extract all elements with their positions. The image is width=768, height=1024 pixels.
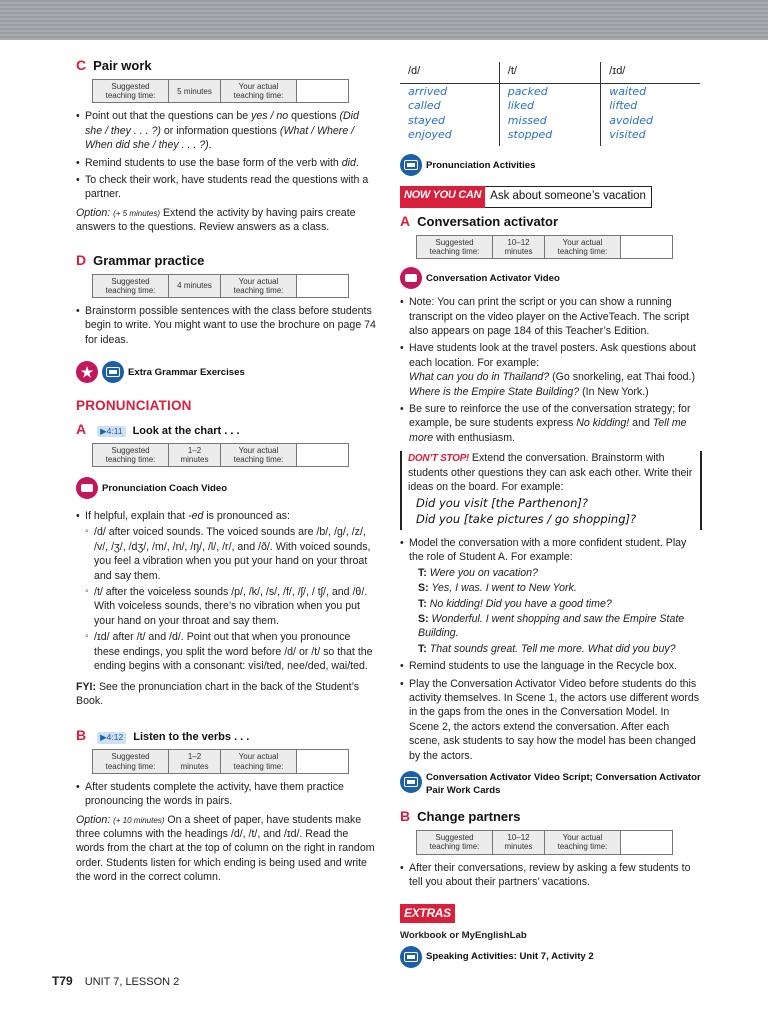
bullet-list [76, 304, 376, 347]
chart-word: missed [507, 113, 547, 127]
speaker: T: [418, 566, 427, 579]
option-text: On a sheet of paper, have students make three columns with the headings /d/, /t/, and /ɪd/. Read the words from the chart at the top of column on the right in random order. Students listen for which ending is being used and write the word in the correct column. [76, 813, 375, 884]
chart-word: stayed [408, 113, 446, 127]
line-text: No kidding! Did you have a good time? [429, 597, 612, 610]
list-item [400, 341, 702, 399]
suggested-label: Suggested teaching time: [93, 80, 169, 103]
list-item: • Point out that the questions can be yes / no questions (Did she / they . . . ?) or information questions (What / Where / When did she / they . . . ?). [76, 109, 376, 152]
dont-stop-text: Extend the conversation. Brainstorm with students other questions they can ask each other. Write their ideas on the board. For example: [408, 452, 693, 494]
right-column [400, 56, 702, 974]
dialog-line [418, 612, 702, 641]
chart-word: called [408, 99, 441, 113]
pronunciation-heading: PRONUNCIATION [76, 398, 192, 414]
suggested-label: Suggested teaching time: [93, 274, 169, 297]
now-you-can-banner [400, 186, 702, 208]
actual-time-field[interactable] [621, 235, 673, 258]
section-title: Pair work [93, 58, 152, 73]
suggested-minutes: 5 minutes [169, 80, 221, 103]
section-d-header [76, 251, 376, 270]
section-title: Conversation activator [417, 213, 558, 229]
workbook-label[interactable]: Workbook or MyEnglishLab [400, 929, 527, 941]
suggested-minutes: 10–12 minutes [493, 831, 545, 854]
speaker: T: [418, 642, 427, 655]
actual-label: Your actual teaching time: [221, 443, 297, 466]
resource-label: Pronunciation Activities [426, 159, 536, 171]
audio-track-badge[interactable]: ▶4:11 [97, 426, 125, 438]
example-answer: (In New York.) [582, 385, 649, 398]
handwritten-example: Did you [take pictures / go shopping]? [416, 512, 637, 527]
timing-table [92, 443, 349, 467]
chart-word: waited [609, 84, 647, 98]
chart-word: stopped [507, 127, 553, 141]
resource-label: Extra Grammar Exercises [128, 366, 245, 378]
bullet-list [76, 509, 376, 673]
line-text: Were you on vacation? [429, 566, 538, 579]
section-letter: D [76, 251, 87, 268]
model-text: Model the conversation with a more confident student. Play the role of Student A. For example: [409, 536, 687, 564]
model-dialog [418, 566, 702, 656]
line-text: That sounds great. Tell me more. What did you buy? [429, 642, 676, 655]
suggested-minutes: 4 minutes [169, 274, 221, 297]
option-note [76, 813, 376, 885]
disc-icon [102, 361, 124, 383]
section-b-header [76, 726, 376, 745]
resource-label: Pronunciation Coach Video [102, 482, 228, 494]
resource-label: Conversation Activator Video Script; Conversation Activator Pair Work Cards [426, 772, 701, 797]
actual-label: Your actual teaching time: [221, 80, 297, 103]
list-item: • Play the Conversation Activator Video before students do this activity themselves. In Scene 1, the actors use different words in the gaps from the ones in the Conversation Model. In Scene 2, the actors extend the conversation. After each scene, ask students to say how the model has been changed by the actors. [400, 677, 702, 763]
option-label: Option: [76, 206, 111, 219]
section-letter: B [400, 808, 411, 825]
section-c-header [76, 56, 376, 75]
video-icon [76, 477, 98, 499]
timing-table [92, 79, 349, 103]
list-item: • Note: You can print the script or you can show a running transcript on the video player on the ActiveTeach. The script also appears on page 184 of this Teacher’s Edition. [400, 295, 702, 338]
list-item [400, 536, 702, 656]
list-item: • Remind students to use the language in the Recycle box. [400, 659, 702, 673]
actual-time-field[interactable] [297, 750, 349, 773]
section-title: Listen to the verbs . . . [133, 731, 250, 744]
dialog-line [418, 566, 702, 580]
resource-label: Conversation Activator Video [426, 272, 560, 284]
extras-tag: EXTRAS [400, 904, 455, 922]
section-title: Grammar practice [93, 252, 205, 268]
example-question: What can you do in Thailand? [409, 371, 550, 384]
chart-header: /d/ [400, 62, 499, 83]
actual-label: Your actual teaching time: [221, 274, 297, 297]
section-title: Change partners [417, 809, 521, 825]
suggested-label: Suggested teaching time: [93, 443, 169, 466]
dialog-line [418, 642, 702, 656]
actual-label: Your actual teaching time: [221, 750, 297, 773]
fyi-text: See the pronunciation chart in the back of the Student’s Book. [76, 680, 360, 707]
line-text: Yes, I was. I went to New York. [431, 582, 577, 595]
bullet-list [400, 295, 702, 445]
option-label: Option: [76, 813, 111, 826]
example-answer: (Go snorkeling, eat Thai food.) [552, 371, 696, 384]
chart-word: packed [507, 84, 548, 98]
chart-word: visited [609, 127, 646, 141]
chart-column-t [499, 83, 600, 146]
unit-label: UNIT 7, LESSON 2 [84, 976, 180, 988]
section-letter: C [76, 57, 87, 73]
section-title: Look at the chart . . . [132, 424, 240, 437]
resource-link-activator-video[interactable] [400, 267, 702, 289]
posters-text: Have students look at the travel posters. Ask questions about each location. For example: [409, 342, 696, 369]
list-item: • Remind students to use the base form of the verb with did. [76, 156, 376, 170]
list-item: • After their conversations, review by asking a few students to tell you about their partners’ vacations. [400, 861, 702, 890]
page-footer [52, 973, 179, 990]
list-item: • To check their work, have students read the questions with a partner. [76, 173, 376, 202]
list-item: • Be sure to reinforce the use of the conversation strategy; for example, be sure students express No kidding! and Tell me more with enthusiasm. [400, 402, 702, 445]
chart-word: liked [507, 99, 535, 113]
dialog-line [418, 581, 702, 595]
section-a-header [400, 212, 702, 231]
page-number: T79 [52, 974, 73, 988]
chart-header: /ɪd/ [601, 62, 700, 83]
sub-item: ◦ /ɪd/ after /t/ and /d/. Point out that when you pronounce these endings, you split the word before /d/ or /t/ so that the ending begins with a consonant: visi/ted, nee/ded, wai/ted. [85, 630, 376, 673]
speaker: S: [418, 582, 429, 595]
now-you-can-title: Ask about someone’s vacation [485, 186, 652, 208]
fyi-label: FYI: [76, 680, 97, 693]
list-item: • After students complete the activity, have them practice pronouncing the words in pairs. [76, 780, 376, 809]
chart-column-id [601, 83, 700, 146]
actual-time-field[interactable] [297, 443, 349, 466]
actual-label: Your actual teaching time: [545, 831, 621, 854]
bullet-list [400, 536, 702, 763]
line-text: Wonderful. I went shopping and saw the Empire State Building. [418, 613, 685, 640]
suggested-minutes: 1–2 minutes [169, 750, 221, 773]
actual-time-field[interactable] [297, 274, 349, 297]
chart-word: avoided [609, 113, 653, 127]
section-a-header [76, 420, 376, 439]
chart-column-d [400, 83, 499, 146]
actual-time-field[interactable] [621, 831, 673, 854]
resource-label: Speaking Activities: Unit 7, Activity 2 [426, 951, 594, 963]
timing-table [92, 274, 349, 298]
suggested-label: Suggested teaching time: [417, 831, 493, 854]
sub-item: ◦ /t/ after the voiceless sounds /p/, /k/, /s/, /f/, /ʃ/, / tʃ/, and /θ/. With voiceless sounds, there’s no vibration when you put your hand on your throat and say them. [85, 585, 376, 628]
suggested-label: Suggested teaching time: [417, 235, 493, 258]
left-column [76, 52, 376, 885]
sub-list [85, 525, 376, 673]
chart-word: arrived [408, 84, 448, 98]
dont-stop-tag: DON’T STOP! [408, 453, 469, 465]
video-icon [400, 267, 422, 289]
actual-time-field[interactable] [297, 80, 349, 103]
resource-link-pron-activities[interactable] [400, 154, 702, 176]
actual-label: Your actual teaching time: [545, 235, 621, 258]
chart-header: /t/ [499, 62, 600, 83]
suggested-minutes: 10–12 minutes [493, 235, 545, 258]
section-letter: A [400, 212, 411, 229]
option-minutes: (+ 5 minutes) [113, 208, 161, 218]
handwritten-example: Did you visit [the Parthenon]? [416, 495, 588, 510]
list-item: • If helpful, explain that -ed is pronounced as: ◦ /d/ after voiced sounds. The voiced sounds are /b/, /g/, /z/, /v/, /ʒ/, /dʒ/, /m/, /n/, /ŋ/, /l/, /r/, and /ð/. With voiced sounds, you feel a vibration when you put your hand on your throat and say them. ◦ /t/ after the voiceless sounds /p/, /k/, /s/, /f/, /ʃ/, / tʃ/, and /θ/. With voiceless sounds, there’s no vibration when you put your hand on your throat and say them. ◦ /ɪd/ after /t/ and /d/. Point out that when you pronounce these endings, you split the word before /d/ or /t/ so that the ending begins with a consonant: visi/ted, nee/ded, wai/ted. [76, 509, 376, 673]
bullet-list [400, 861, 702, 890]
disc-icon [400, 946, 422, 968]
bullet-list [76, 780, 376, 809]
dont-stop-box [400, 451, 702, 530]
speaker: T: [418, 597, 427, 610]
option-minutes: (+ 10 minutes) [113, 815, 165, 825]
timing-table [416, 830, 673, 854]
example-question: Where is the Empire State Building? [409, 385, 580, 398]
star-icon: ★ [76, 361, 98, 383]
timing-table [92, 749, 349, 773]
option-note [76, 206, 376, 235]
disc-icon [400, 771, 422, 793]
chart-word: lifted [609, 99, 638, 113]
disc-icon [400, 154, 422, 176]
resource-link-grammar[interactable] [76, 361, 376, 383]
option-text: Extend the activity by having pairs create answers to the questions. Review answers as a class. [76, 206, 356, 234]
section-letter: B [76, 727, 87, 744]
timing-table [416, 235, 673, 259]
section-b-header [400, 807, 702, 826]
now-you-can-tag: NOW YOU CAN [400, 186, 485, 208]
audio-track-badge[interactable]: ▶4:12 [97, 732, 126, 744]
resource-link-speaking[interactable] [400, 946, 702, 968]
list-item: • Brainstorm possible sentences with the class before students begin to write. You might want to use the brochure on page 74 for ideas. [76, 304, 376, 347]
suggested-minutes: 1–2 minutes [169, 443, 221, 466]
pronunciation-chart [400, 62, 700, 146]
top-banner [0, 0, 768, 40]
resource-link-pron-video[interactable] [76, 477, 376, 499]
fyi-note [76, 680, 376, 709]
sub-item: ◦ /d/ after voiced sounds. The voiced sounds are /b/, /g/, /z/, /v/, /ʒ/, /dʒ/, /m/, /n/, /ŋ/, /l/, /r/, and /ð/. With voiced sounds, you feel a vibration when you put your hand on your throat and say them. [85, 525, 376, 583]
bullet-list [76, 109, 376, 201]
speaker: S: [418, 613, 429, 626]
dialog-line [418, 597, 702, 611]
chart-word: enjoyed [408, 127, 452, 141]
suggested-label: Suggested teaching time: [93, 750, 169, 773]
section-letter: A [76, 420, 87, 437]
resource-link-script-cards[interactable] [400, 771, 702, 797]
